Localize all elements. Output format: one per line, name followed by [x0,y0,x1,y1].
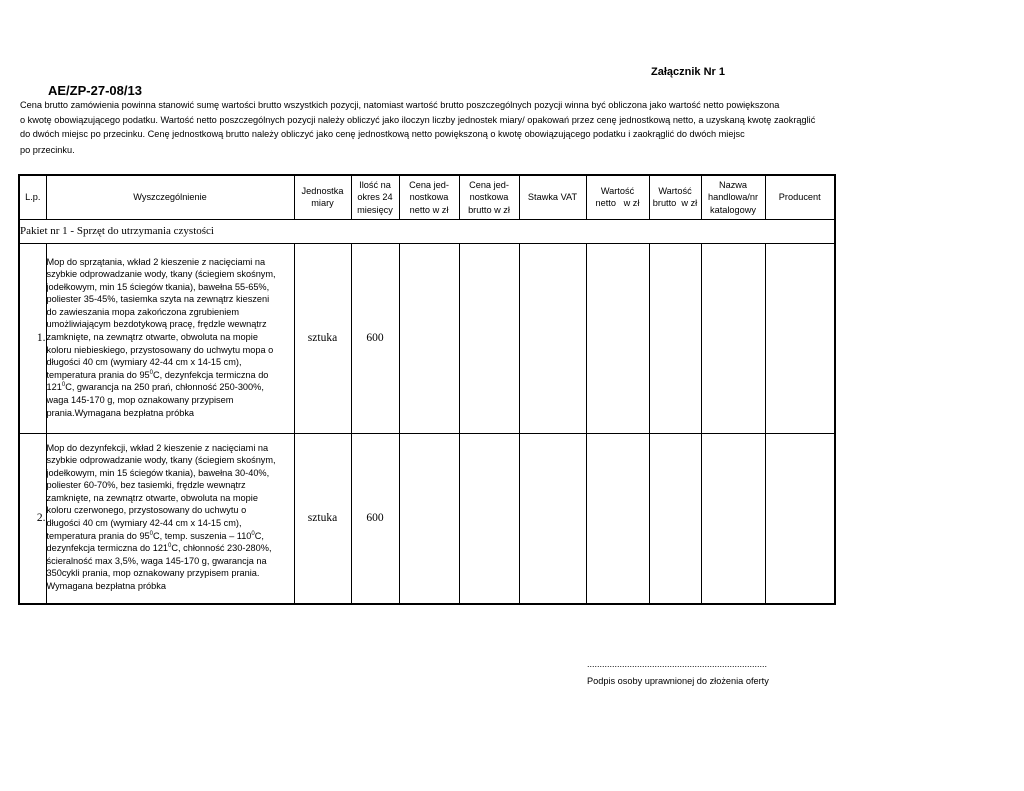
intro-line: do dwóch miejsc po przecinku. Cenę jednostkową brutto należy obliczyć jako cenę jednostkową netto powiększoną o kwotę obowiązującego podatku i zaokrąglić do dwóch miejsc [20,129,745,139]
cell-producer [765,243,835,433]
package-row [19,219,835,243]
reference-number: AE/ZP-27-08/13 [48,83,142,98]
col-producer: Producent [765,175,835,219]
signature-line: ........................................................................ [587,659,768,669]
item-unit: sztuka [294,243,351,433]
cell-trade-name [701,243,765,433]
col-unit-gross: Cena jed- nostkowa brutto w zł [459,175,519,219]
cell-vat [519,433,586,604]
col-unit-net: Cena jed- nostkowa netto w zł [399,175,459,219]
offer-table [18,174,836,605]
item-quantity: 600 [351,243,399,433]
col-value-gross: Wartość brutto w zł [649,175,701,219]
signature-caption: Podpis osoby uprawnionej do złożenia oferty [587,676,769,686]
col-trade-name: Nazwa handlowa/nr katalogowy [701,175,765,219]
intro-line: po przecinku. [20,145,75,155]
cell-vat [519,243,586,433]
col-lp: L.p. [19,175,46,219]
col-description: Wyszczególnienie [46,175,294,219]
cell-value-net [586,433,649,604]
item-description: Mop do sprzątania, wkład 2 kieszenie z nacięciami na szybkie odprowadzanie wody, tkany (ściegiem skośnym, jodełkowym, min 15 ściegów tkania), bawełna 55-65%, poliester 35-45%, tasiemka szyta na zewnątrz kieszeni do zawieszania mopa zakończona zgrubieniem umożliwiającym bezdotykową pracę, frędzle wewnątrz zamknięte, na zewnątrz otwarte, obwoluta na mopie koloru niebieskiego, przystosowany do uchwytu mopa o długości 40 cm (wymiary 42-44 cm x 14-15 cm), temperatura prania do $95^0C$, dezynfekcja termiczna do $121^0C$, gwarancja na 250 prań, chłonność 250-300%, waga 145-170 g, mop oznakowany przypisem prania.Wymagana bezpłatna próbka [46,243,294,433]
cell-value-net [586,243,649,433]
cell-value-gross [649,433,701,604]
table-header-row [19,175,835,219]
item-description: Mop do dezynfekcji, wkład 2 kieszenie z nacięciami na szybkie odprowadzanie wody, tkany (ściegiem skośnym, jodełkowym, min 15 ściegów tkania), bawełna 30-40%, poliester 60-70%, bez tasiemki, frędzle wewnątrz zamknięte, na zewnątrz otwarte, obwoluta na mopie koloru czerwonego, przystosowany do uchwytu o długości 40 cm (wymiary 42-44 cm x 14-15 cm), temperatura prania do $95^0C$, temp. suszenia – $110^0C$, dezynfekcja termiczna do $121^0C$, chłonność 230-280%, ścieralność max 3,5%, waga 145-170 g, gwarancja na 350cykli prania, mop oznakowany przypisem prania. Wymagana bezpłatna próbka [46,433,294,604]
col-quantity: Ilość na okres 24 miesięcy [351,175,399,219]
cell-unit-net [399,433,459,604]
table-row [19,243,835,433]
cell-unit-gross [459,433,519,604]
row-number: 2. [19,433,46,604]
package-title: Pakiet nr 1 - Sprzęt do utrzymania czystości [19,219,835,243]
cell-producer [765,433,835,604]
row-number: 1. [19,243,46,433]
cell-unit-gross [459,243,519,433]
item-quantity: 600 [351,433,399,604]
item-unit: sztuka [294,433,351,604]
cell-value-gross [649,243,701,433]
col-vat: Stawka VAT [519,175,586,219]
table-row [19,433,835,604]
cell-trade-name [701,433,765,604]
intro-line: Cena brutto zamówienia powinna stanowić sumę wartości brutto wszystkich pozycji, natomiast wartość brutto poszczególnych pozycji winna być obliczona jako wartość netto powiększona [20,100,780,110]
col-value-net: Wartość netto w zł [586,175,649,219]
col-unit: Jednostka miary [294,175,351,219]
intro-line: o kwotę obowiązującego podatku. Wartość netto poszczególnych pozycji należy obliczyć jako iloczyn liczby jednostek miary/ opakowań przez cenę jednostkową netto, a uzyskaną kwotę zaokrąglić [20,115,816,125]
cell-unit-net [399,243,459,433]
annex-label: Załącznik Nr 1 [651,66,725,78]
